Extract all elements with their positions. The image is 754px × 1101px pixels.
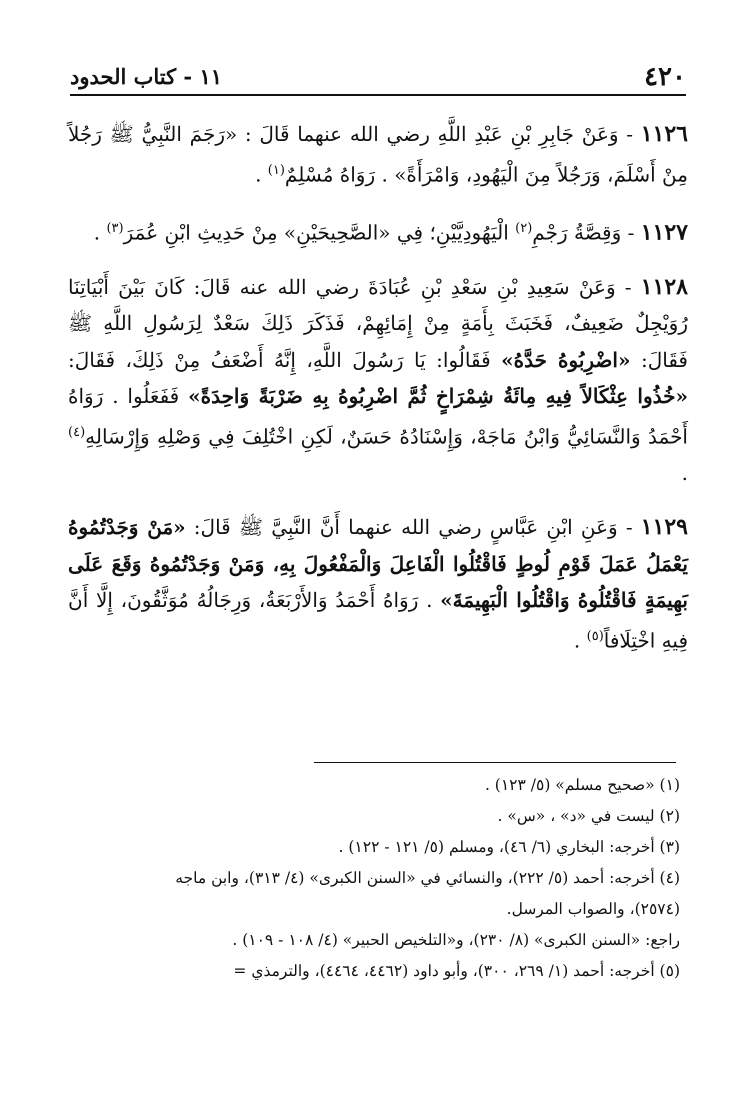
footnote-marker[interactable]: (٣) <box>106 220 124 236</box>
page-header <box>70 58 686 96</box>
hadith-text: فَفَعَلُوا . رَوَاهُ أَحْمَدُ وَالنَّسَائِيُّ وَابْنُ مَاجَهْ، وَإِسْنَادُهُ حَسَنٌ، لَكِنِ اخْتُلِفَ فِي وَصْلِهِ وَإِرْسَالِهِ <box>68 384 688 449</box>
hadith-number: ١١٢٦ <box>640 121 688 147</box>
hadith-text: . <box>255 162 268 187</box>
hadith-paragraph <box>68 269 688 492</box>
footnote: (٣) أخرجه: البخاري (٦/ ٤٦)، ومسلم (٥/ ١٢١ - ١٢٢) . <box>338 838 680 856</box>
footnote-marker[interactable]: (٥) <box>586 628 604 644</box>
chapter-title: ١١ - كتاب الحدود <box>70 64 223 89</box>
footnote: راجع: «السنن الكبرى» (٨/ ٢٣٠)، و«التلخيص الحبير» (٤/ ١٠٨ - ١٠٩) . <box>232 931 680 949</box>
hadith-quote: «مَنْ وَجَدْتُمُوهُ يَعْمَلُ عَمَلَ قَوْمِ لُوطٍ فَاقْتُلُوا الْفَاعِلَ وَالْمَفْعُولَ بِهِ، وَمَنْ وَجَدْتُمُوهُ وَقَعَ عَلَى بَهِيمَةٍ فَاقْتُلُوهُ وَاقْتُلُوا الْبَهِيمَةَ» <box>68 515 688 613</box>
hadith-quote: «اضْرِبُوهُ حَدَّهُ» <box>501 347 631 372</box>
hadith-text: الْيَهُودِيَّيْنِ؛ فِي «الصَّحِيحَيْنِ» مِنْ حَدِيثِ ابْنِ عُمَرَ <box>123 220 516 245</box>
footnote-marker[interactable]: (٤) <box>68 424 86 440</box>
hadith-paragraph <box>68 211 688 251</box>
hadith-number: ١١٢٧ <box>640 219 688 246</box>
footnote-marker[interactable]: (٢) <box>515 220 533 236</box>
hadith-number: ١١٢٨ <box>640 273 688 300</box>
footnote-divider <box>314 762 676 763</box>
hadith-text: - وَقِصَّةُ رَجْمِ <box>532 220 641 245</box>
hadith-quote: «خُذُوا عِثْكَالاً فِيهِ مِائَةُ شِمْرَاخٍ ثُمَّ اضْرِبُوهُ بِهِ ضَرْبَةً وَاحِدَةً» <box>188 384 688 409</box>
hadith-text: - وَعَنِ ابْنِ عَبَّاسٍ رضي الله عنهما أَنَّ النَّبِيَّ ﷺ قَالَ: <box>185 515 641 540</box>
footnote-marker[interactable]: (١) <box>267 162 285 178</box>
footnote: (٢٥٧٤)، والصواب المرسل. <box>506 900 680 918</box>
footnote: (٤) أخرجه: أحمد (٥/ ٢٢٢)، والنسائي في «السنن الكبرى» (٤/ ٣١٣)، وابن ماجه <box>175 869 680 887</box>
footnotes <box>68 770 680 987</box>
hadith-text: . <box>681 460 688 485</box>
hadith-text: . <box>573 628 587 653</box>
hadith-number: ١١٢٩ <box>640 514 688 541</box>
hadith-text: - وَعَنْ جَابِرِ بْنِ عَبْدِ اللَّهِ رضي الله عنهما قَالَ : «رَجَمَ النَّبِيُّ ﷺ رَجُلاً مِنْ أَسْلَمَ، وَرَجُلاً مِنَ الْيَهُودِ، وَامْرَأَةً» . رَوَاهُ مُسْلِمٌ <box>68 122 688 187</box>
hadith-text: . رَوَاهُ أَحْمَدُ وَالأَرْبَعَةُ، وَرِجَالُهُ مُوَثَّقُونَ، إِلَّا أَنَّ فِيهِ اخْتِلَافاً <box>68 588 688 653</box>
hadith-text: فَقَالُوا: يَا رَسُولَ اللَّهِ، إِنَّهُ أَضْعَفُ مِنْ ذَلِكَ، فَقَالَ: <box>68 347 502 372</box>
page-number: ٤٢٠ <box>644 62 686 92</box>
hadith-text: - وَعَنْ سَعِيدِ بْنِ سَعْدِ بْنِ عُبَادَةَ رضي الله عنه قَالَ: كَانَ بَيْنَ أَبْيَاتِنَا رُوَيْجِلٌ ضَعِيفٌ، فَخَبَثَ بِأَمَةٍ مِنْ إِمَائِهِمْ، فَذَكَرَ ذَلِكَ سَعْدٌ لِرَسُولِ اللَّهِ ﷺ فَقَالَ: <box>68 274 688 372</box>
footnote: (١) «صحيح مسلم» (٥/ ١٢٣) . <box>484 776 680 794</box>
hadith-paragraph <box>68 509 688 659</box>
hadith-list <box>68 116 688 677</box>
footnote: (٥) أخرجه: أحمد (١/ ٢٦٩، ٣٠٠)، وأبو داود (٤٤٦٢، ٤٤٦٤)، والترمذي = <box>233 962 680 980</box>
hadith-text: . <box>93 220 107 245</box>
hadith-paragraph <box>68 116 688 193</box>
footnote: (٢) ليست في «د» ، «س» . <box>497 807 680 825</box>
